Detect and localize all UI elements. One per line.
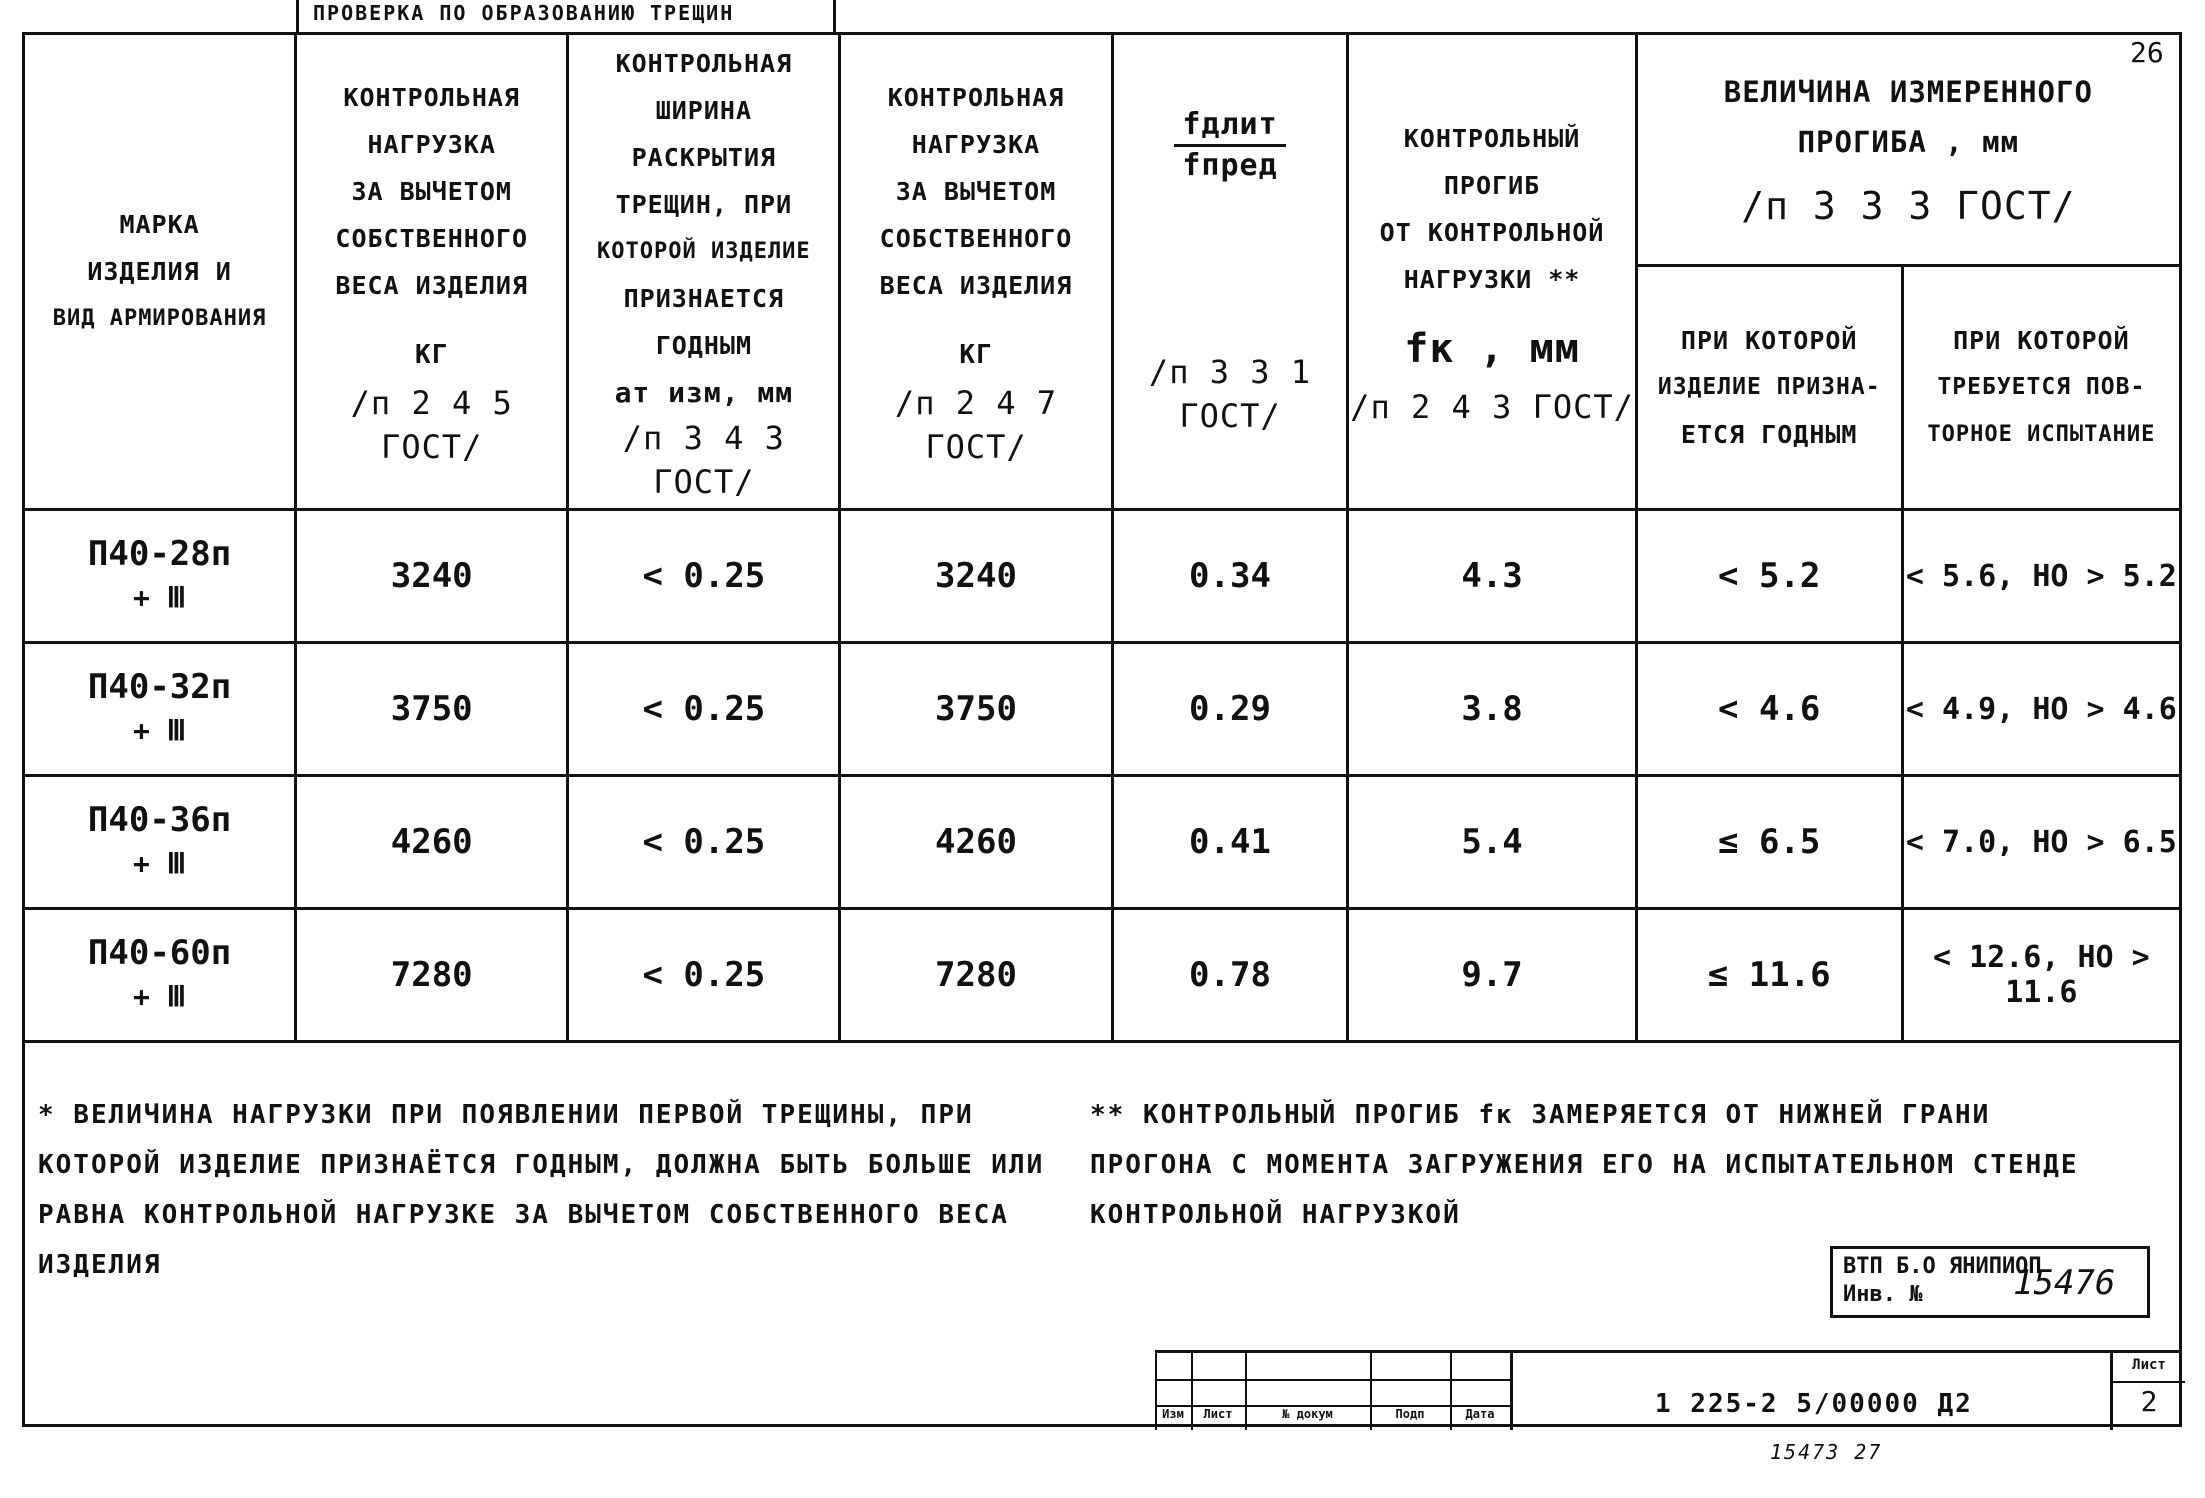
header-ref: /п 3 3 1 ГОСТ/ (1148, 352, 1312, 435)
cell-crack: < 0.25 (568, 909, 840, 1042)
header-line: ПРОГИБ (1443, 170, 1541, 200)
cell-retest: < 7.0, НО > 6.5 (1902, 776, 2180, 909)
header-line: ПРИ КОТОРОЙ (1953, 326, 2130, 355)
header-ctrl-deflection (1348, 34, 1636, 510)
page-number: 26 (2130, 36, 2164, 69)
header-line: НАГРУЗКИ ** (1403, 264, 1581, 294)
cell-mark (24, 776, 296, 909)
header-ref: /п 3 3 3 ГОСТ/ (1741, 183, 2076, 228)
header-ref: /п 2 4 5 ГОСТ/ (350, 384, 513, 466)
header-load-net-2 (840, 34, 1112, 510)
header-line: ВЕСА ИЗДЕЛИЯ (335, 271, 529, 300)
stamp-org: ВТП Б.О ЯНИПИОП (1843, 1254, 2042, 1279)
header-mark (24, 34, 296, 510)
revision-label: Подп (1395, 1407, 1425, 1421)
cell-mark (24, 643, 296, 776)
header-ref: /п 3 4 3 ГОСТ/ (622, 418, 785, 501)
cell-ratio: 0.78 (1112, 909, 1348, 1042)
cell-mark (24, 510, 296, 643)
header-line: СОБСТВЕННОГО (879, 224, 1073, 253)
cell-fk: 4.3 (1348, 510, 1636, 643)
cell-retest: < 12.6, НО > 11.6 (1902, 909, 2180, 1042)
header-symbol: fк , мм (1404, 325, 1580, 372)
cell-load2: 3750 (840, 643, 1112, 776)
header-unit: КГ (415, 340, 449, 370)
cell-load: 3750 (296, 643, 568, 776)
arm-text: + Ⅲ (133, 581, 187, 614)
cell-fk: 5.4 (1348, 776, 1636, 909)
header-load-net (296, 34, 568, 510)
ratio-denominator: fпред (1182, 147, 1278, 183)
header-line: ЕТСЯ ГОДНЫМ (1680, 420, 1858, 449)
header-line: ПРИ КОТОРОЙ (1680, 326, 1858, 355)
table-row (24, 510, 2181, 643)
cell-load: 4260 (296, 776, 568, 909)
ratio-numerator: fдлит (1174, 106, 1285, 147)
header-ref: /п 2 4 3 ГОСТ/ (1350, 387, 1634, 426)
header-mark-line: ИЗДЕЛИЯ И (87, 257, 232, 286)
header-accepted (1636, 266, 1902, 510)
arm-text: + Ⅲ (133, 980, 187, 1013)
header-measured (1636, 34, 2180, 266)
header-line: НАГРУЗКА (367, 130, 496, 159)
cell-load2: 3240 (840, 510, 1112, 643)
cell-retest: < 5.6, НО > 5.2 (1902, 510, 2180, 643)
revision-labels (1155, 1407, 1510, 1429)
cell-fk: 3.8 (1348, 643, 1636, 776)
header-line: СОБСТВЕННОГО (335, 224, 529, 253)
cell-load2: 4260 (840, 776, 1112, 909)
header-line: ШИРИНА (655, 95, 752, 125)
header-line: ТРЕЩИН, ПРИ (615, 189, 793, 219)
note-2: ** КОНТРОЛЬНЫЙ ПРОГИБ fк ЗАМЕРЯЕТСЯ ОТ НИЖНЕЙ ГРАНИ ПРОГОНА С МОМЕНТА ЗАГРУЖЕНИЯ ЕГО НА ИСПЫТАТЕЛЬНОМ СТЕНДЕ КОНТРОЛЬНОЙ НАГРУЗКОЙ (1090, 1100, 2079, 1230)
header-mark-line: ВИД АРМИРОВАНИЯ (52, 306, 267, 331)
header-line: ТОРНОЕ ИСПЫТАНИЕ (1927, 422, 2156, 447)
cell-retest: < 4.9, НО > 4.6 (1902, 643, 2180, 776)
cell-accepted: < 5.2 (1636, 510, 1902, 643)
header-line: КОТОРОЙ ИЗДЕЛИЕ (597, 238, 811, 264)
header-line: КОНТРОЛЬНАЯ (343, 83, 520, 112)
arm-text: + Ⅲ (133, 847, 187, 880)
cell-mark (24, 909, 296, 1042)
revision-grid (1155, 1353, 1513, 1430)
revision-label: № докум (1282, 1407, 1333, 1421)
cell-accepted: ≤ 11.6 (1636, 909, 1902, 1042)
revision-label: Изм (1162, 1407, 1184, 1421)
header-line: ИЗДЕЛИЕ ПРИЗНА- (1657, 374, 1881, 400)
sheet-number-box (2110, 1353, 2185, 1430)
note-1: * ВЕЛИЧИНА НАГРУЗКИ ПРИ ПОЯВЛЕНИИ ПЕРВОЙ ТРЕЩИНЫ, ПРИ КОТОРОЙ ИЗДЕЛИЕ ПРИЗНАЁТСЯ ГОДНЫМ, ДОЛЖНА БЫТЬ БОЛЬШЕ ИЛИ РАВНА КОНТРОЛЬНОЙ НАГРУЗКЕ ЗА ВЫЧЕТОМ СОБСТВЕННОГО ВЕСА ИЗДЕЛИЯ (38, 1100, 1045, 1280)
header-line: ЗА ВЫЧЕТОМ (895, 177, 1057, 206)
header-strip: ПРОВЕРКА ПО ОБРАЗОВАНИЮ ТРЕЩИН (296, 0, 836, 32)
mark-text: П40-28п (87, 534, 232, 574)
cell-ratio: 0.41 (1112, 776, 1348, 909)
document-code: 1 225-2 5/00000 Д2 (1655, 1389, 1973, 1419)
header-line: РАСКРЫТИЯ (631, 142, 777, 172)
header-line: ВЕЛИЧИНА ИЗМЕРЕННОГО (1723, 74, 2093, 109)
mark-text: П40-36п (87, 800, 232, 840)
test-table (22, 32, 2182, 1043)
revision-label: Лист (1203, 1407, 1233, 1421)
mark-text: П40-60п (87, 933, 232, 973)
header-symbol: aт изм, мм (614, 375, 794, 409)
mark-text: П40-32п (87, 667, 232, 707)
header-ref: /п 2 4 7 ГОСТ/ (894, 384, 1058, 466)
header-mark-line: МАРКА (119, 210, 200, 239)
table-row (24, 776, 2181, 909)
cell-accepted: ≤ 6.5 (1636, 776, 1902, 909)
cell-crack: < 0.25 (568, 510, 840, 643)
header-line: ОТ КОНТРОЛЬНОЙ (1379, 217, 1605, 247)
stamp-inv-label: Инв. № (1843, 1282, 1923, 1307)
header-line: ПРИЗНАЕТСЯ (623, 283, 785, 313)
header-retest (1902, 266, 2180, 510)
table-row (24, 909, 2181, 1042)
header-line: НАГРУЗКА (911, 130, 1041, 159)
archive-stamp (1830, 1246, 2150, 1318)
header-ratio (1112, 34, 1348, 510)
cell-load2: 7280 (840, 909, 1112, 1042)
header-line: КОНТРОЛЬНАЯ (615, 48, 793, 78)
header-unit: КГ (959, 340, 993, 370)
cell-fk: 9.7 (1348, 909, 1636, 1042)
cell-crack: < 0.25 (568, 776, 840, 909)
footer-number: 15473 27 (1770, 1440, 1883, 1464)
sheet-label: Лист (2113, 1357, 2185, 1383)
header-line: ВЕСА ИЗДЕЛИЯ (879, 271, 1073, 300)
header-line: КОНТРОЛЬНАЯ (887, 83, 1065, 112)
title-block (1155, 1350, 2182, 1430)
cell-load: 7280 (296, 909, 568, 1042)
ratio-fraction (1174, 106, 1285, 185)
cell-load: 3240 (296, 510, 568, 643)
stamp-inv-number: 15476 (2013, 1263, 2116, 1303)
header-line: ГОДНЫМ (655, 330, 752, 360)
table-row (24, 643, 2181, 776)
header-line: ТРЕБУЕТСЯ ПОВ- (1937, 374, 2146, 400)
sheet-value: 2 (2140, 1385, 2158, 1418)
cell-ratio: 0.34 (1112, 510, 1348, 643)
arm-text: + Ⅲ (133, 714, 187, 747)
cell-ratio: 0.29 (1112, 643, 1348, 776)
revision-label: Дата (1465, 1407, 1495, 1421)
header-line: КОНТРОЛЬНЫЙ (1403, 123, 1581, 153)
header-line: ПРОГИБА , мм (1797, 124, 2020, 159)
header-line: ЗА ВЫЧЕТОМ (351, 177, 512, 206)
header-crack-width (568, 34, 840, 510)
cell-crack: < 0.25 (568, 643, 840, 776)
cell-accepted: < 4.6 (1636, 643, 1902, 776)
